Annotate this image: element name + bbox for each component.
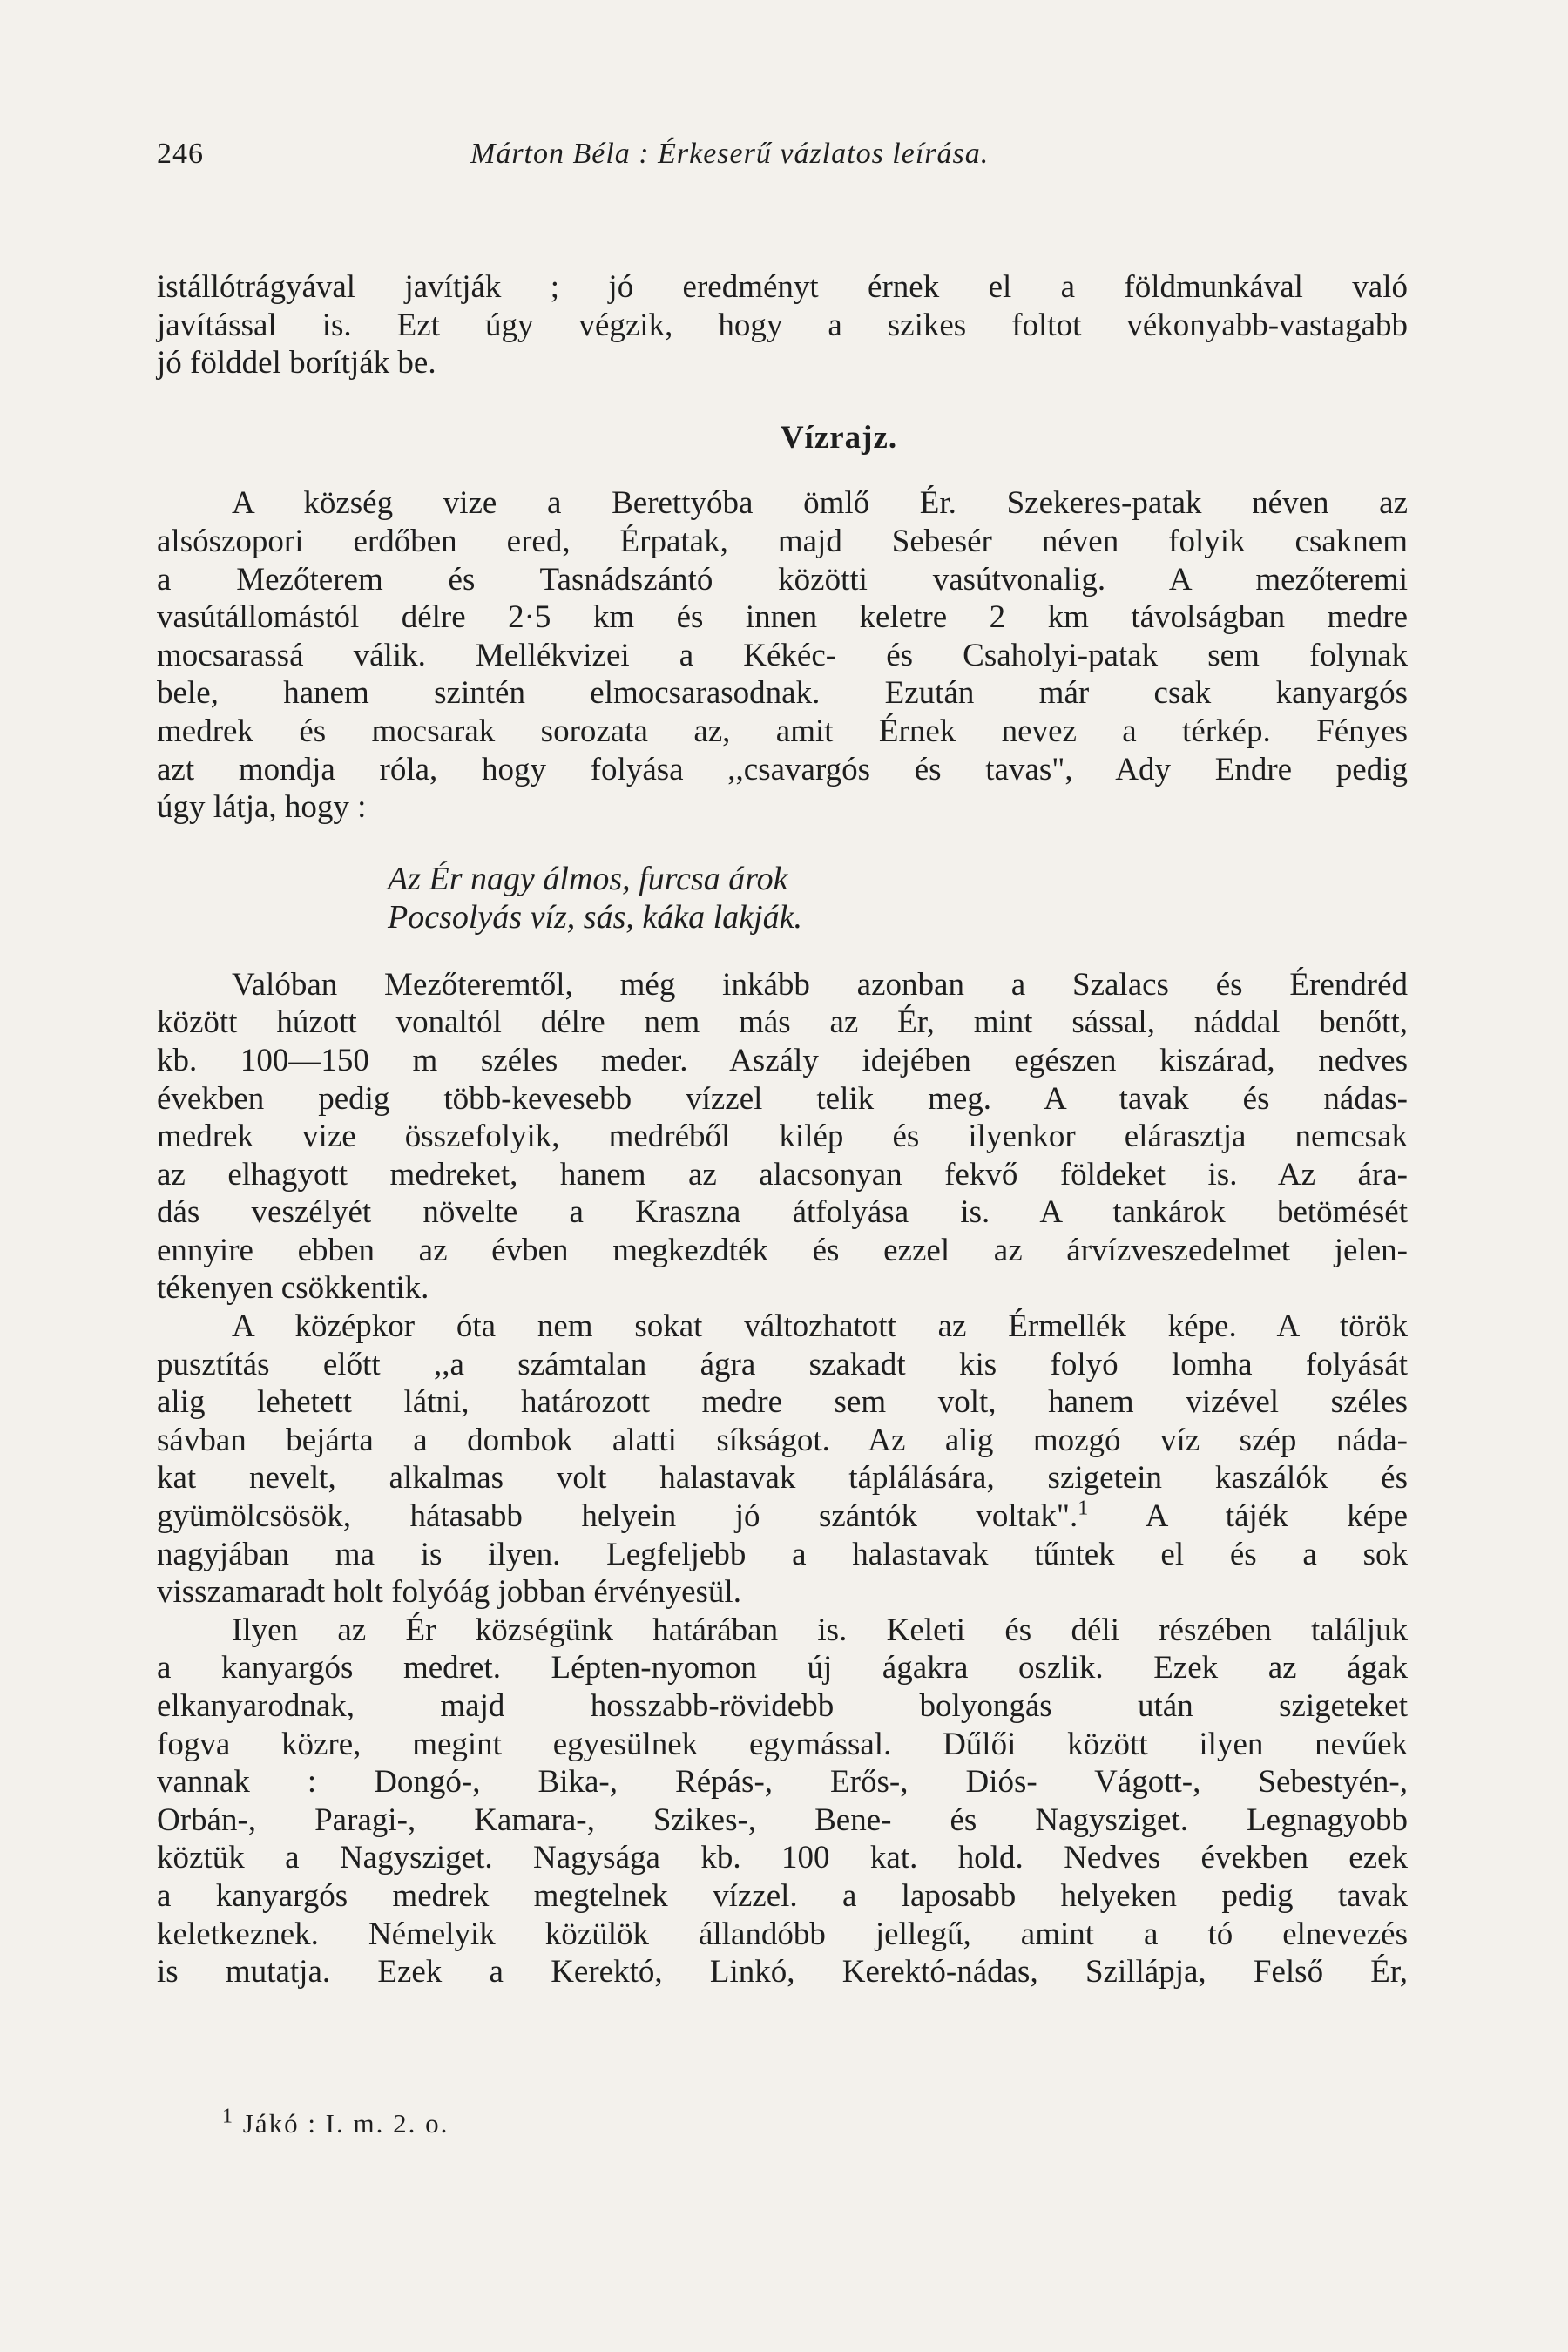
text-line: mocsarassá válik. Mellékvizei a Kékéc- és Csaholyi-patak sem folynak — [157, 637, 1408, 673]
text-line: azt mondja róla, hogy folyása ,,csavargós és tavas", Ady Endre pedig — [157, 751, 1408, 787]
verse-line: Az Ér nagy álmos, furcsa árok — [388, 860, 788, 897]
footnote — [222, 2105, 449, 2139]
text-line: sávban bejárta a dombok alatti síkságot. Az alig mozgó víz szép náda- — [157, 1422, 1408, 1458]
footnote-marker: 1 — [222, 2105, 234, 2128]
text-line: tékenyen csökkentik. — [157, 1270, 429, 1307]
text-line: istállótrágyával javítják ; jó eredményt érnek el a földmunkával való — [157, 269, 1408, 305]
text-line: ennyire ebben az évben megkezdték és ezzel az árvízveszedelmet jelen- — [157, 1232, 1408, 1268]
verse-quote — [157, 860, 1408, 936]
text-line: A község vize a Berettyóba ömlő Ér. Szekeres-patak néven az — [232, 485, 1408, 522]
text-line-with-footnote — [157, 1497, 1408, 1536]
text-line: fogva közre, megint egyesülnek egymással. Dűlői között ilyen nevűek — [157, 1726, 1408, 1762]
page-number: 246 — [157, 138, 204, 170]
text-line: köztük a Nagysziget. Nagysága kb. 100 kat. hold. Nedves években ezek — [157, 1840, 1408, 1876]
text-line: javítással is. Ezt úgy végzik, hogy a szikes foltot vékonyabb-vastagabb — [157, 307, 1408, 343]
text-line: Orbán-, Paragi-, Kamara-, Szikes-, Bene- és Nagysziget. Legnagyobb — [157, 1801, 1408, 1838]
footnote-reference: 1 — [1078, 1497, 1089, 1520]
footnote-text: Jákó : I. m. 2. o. — [242, 2108, 449, 2139]
text-line: dás veszélyét növelte a Kraszna átfolyása is. A tankárok betömését — [157, 1194, 1408, 1231]
text-line: vannak : Dongó-, Bika-, Répás-, Erős-, Diós- Vágott-, Sebestyén-, — [157, 1764, 1408, 1801]
verse-line: Pocsolyás víz, sás, káka lakják. — [388, 898, 802, 936]
text-line: medrek vize összefolyik, medréből kilép és ilyenkor elárasztja nemcsak — [157, 1119, 1408, 1155]
text-line: Valóban Mezőteremtől, még inkább azonban a Szalacs és Érendréd — [232, 966, 1408, 1003]
text-line: kat nevelt, alkalmas volt halastavak táplálására, szigetein kaszálók és — [157, 1460, 1408, 1497]
text-line: is mutatja. Ezek a Kerektó, Linkó, Kerektó-nádas, Szillápja, Felső Ér, — [157, 1954, 1408, 1990]
text-line: visszamaradt holt folyóág jobban érvényesül. — [157, 1574, 741, 1611]
text-line: elkanyarodnak, majd hosszabb-rövidebb bolyongás után szigeteket — [157, 1688, 1408, 1724]
body-text — [157, 268, 1408, 1991]
text-line: a Mezőterem és Tasnádszántó közötti vasútvonalig. A mezőteremi — [157, 561, 1408, 598]
text-line: a kanyargós medrek megtelnek vízzel. a laposabb helyeken pedig tavak — [157, 1877, 1408, 1914]
running-head — [157, 138, 1411, 190]
text-line: alig lehetett látni, határozott medre sem volt, hanem vizével széles — [157, 1384, 1408, 1421]
text-line: Ilyen az Ér községünk határában is. Keleti és déli részében találjuk — [232, 1612, 1408, 1648]
text-line: medrek és mocsarak sorozata az, amit Érnek nevez a térkép. Fényes — [157, 713, 1408, 749]
text-line: bele, hanem szintén elmocsarasodnak. Ezután már csak kanyargós — [157, 675, 1408, 712]
text-line: jó földdel borítják be. — [157, 345, 436, 382]
text-line: A középkor óta nem sokat változhatott az Érmellék képe. A török — [232, 1308, 1408, 1345]
text-line: kb. 100—150 m széles meder. Aszály idejében egészen kiszárad, nedves — [157, 1042, 1408, 1078]
text-line: között húzott vonaltól délre nem más az Ér, mint sással, náddal benőtt, — [157, 1004, 1408, 1041]
text-line: nagyjában ma is ilyen. Legfeljebb a halastavak tűntek el és a sok — [157, 1536, 1408, 1572]
text-line: úgy látja, hogy : — [157, 789, 367, 826]
text-line: alsószopori erdőben ered, Érpatak, majd Sebesér néven folyik csaknem — [157, 523, 1408, 559]
text-line: keletkeznek. Némelyik közülök állandóbb jellegű, amint a tó elnevezés — [157, 1916, 1408, 1952]
section-heading: Vízrajz. — [780, 419, 898, 456]
text-line: a kanyargós medret. Lépten-nyomon új ágakra oszlik. Ezek az ágak — [157, 1650, 1408, 1686]
text-fragment: A tájék képe — [1088, 1498, 1408, 1535]
text-line: vasútállomástól délre 2·5 km és innen keletre 2 km távolságban medre — [157, 599, 1408, 636]
text-line: az elhagyott medreket, hanem az alacsonyan fekvő földeket is. Az ára- — [157, 1156, 1408, 1193]
text-line: években pedig több-kevesebb vízzel telik meg. A tavak és nádas- — [157, 1080, 1408, 1117]
text-line: pusztítás előtt ,,a számtalan ágra szakadt kis folyó lomha folyását — [157, 1346, 1408, 1382]
text-fragment: gyümölcsösök, hátasabb helyein jó szántók voltak". — [157, 1498, 1078, 1535]
running-title: Márton Béla : Érkeserű vázlatos leírása. — [470, 138, 990, 170]
